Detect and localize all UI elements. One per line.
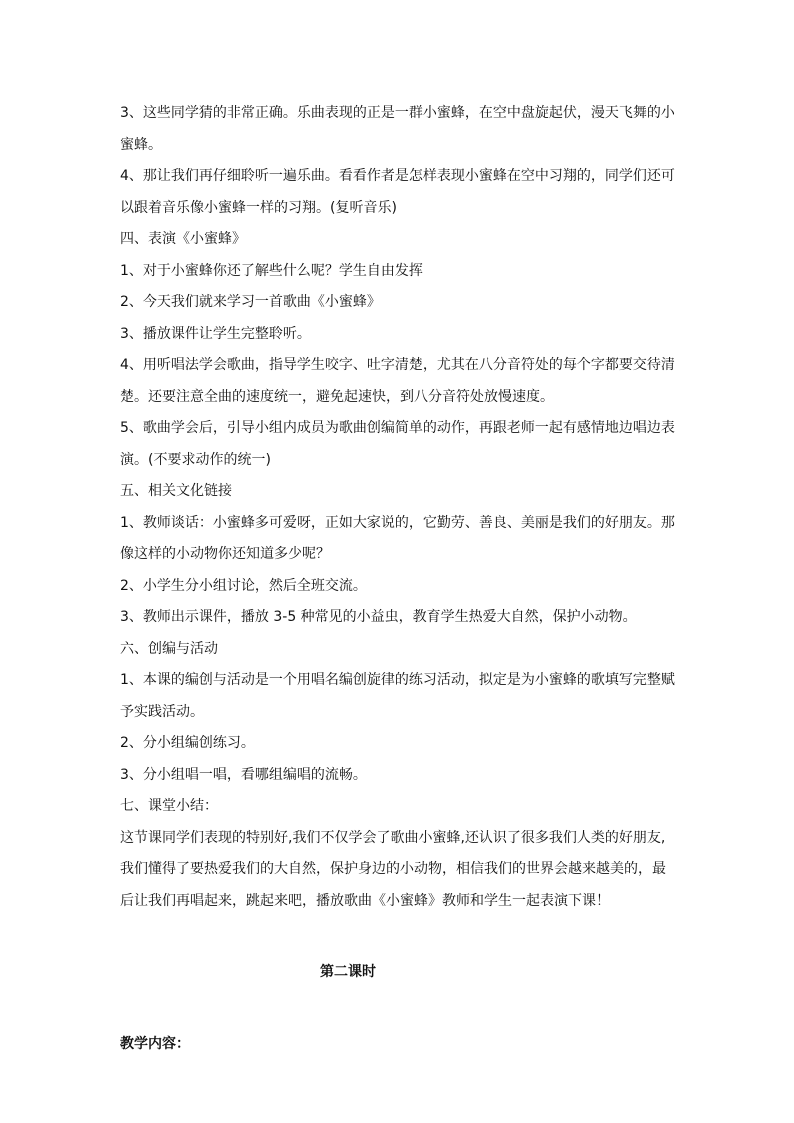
paragraph-1: 3、这些同学猜的非常正确。乐曲表现的正是一群小蜜蜂，在空中盘旋起伏，漫天飞舞的小蜜蜂。	[120, 105, 675, 153]
paragraph-summary: 这节课同学们表现的特别好,我们不仅学会了歌曲小蜜蜂,还认识了很多我们人类的好朋友,我们懂得了要热爱我们的大自然，保护身边的小动物，相信我们的世界会越来越美的，最后让我们再唱起来，跳起来吧，播放歌曲《小蜜蜂》教师和学生一起表演下课！	[120, 829, 666, 909]
paragraph-8: 1、教师谈话：小蜜蜂多可爱呀，正如大家说的，它勤劳、善良、美丽是我们的好朋友。那像这样的小动物你还知道多少呢？	[120, 514, 675, 562]
paragraph-3: 1、对于小蜜蜂你还了解些什么呢？学生自由发挥	[120, 262, 423, 279]
paragraph-13: 3、分小组唱一唱，看哪组编唱的流畅。	[120, 766, 367, 783]
paragraph-10: 3、教师出示课件，播放 3-5 种常见的小益虫，教育学生热爱大自然，保护小动物。	[120, 609, 637, 625]
paragraph-7: 5、歌曲学会后，引导小组内成员为歌曲创编简单的动作，再跟老师一起有感情地边唱边表演。(不要求动作的统一)	[120, 420, 675, 468]
spacer	[120, 989, 676, 1029]
content-heading: 教学内容：	[120, 1035, 190, 1052]
paragraph-11: 1、本课的编创与活动是一个用唱名编创旋律的练习活动，拟定是为小蜜蜂的歌填写完整赋予实践活动。	[120, 672, 675, 720]
paragraph-12: 2、分小组编创练习。	[120, 735, 255, 751]
section-title: 第二课时	[320, 964, 376, 980]
section-heading-6: 六、创编与活动	[120, 640, 218, 657]
section-heading-7: 七、课堂小结：	[120, 798, 218, 814]
spacer	[120, 917, 676, 957]
section-heading-5: 五、相关文化链接	[120, 483, 232, 499]
document-page	[120, 98, 676, 1060]
section-heading-4: 四、表演《小蜜蜂》	[120, 231, 246, 247]
paragraph-6: 4、用听唱法学会歌曲，指导学生咬字、吐字清楚，尤其在八分音符处的每个字都要交待清楚。还要注意全曲的速度统一，避免起速快，到八分音符处放慢速度。	[120, 357, 675, 405]
paragraph-9: 2、小学生分小组讨论，然后全班交流。	[120, 577, 367, 594]
paragraph-5: 3、播放课件让学生完整聆听。	[120, 325, 311, 342]
paragraph-4: 2、今天我们就来学习一首歌曲《小蜜蜂》	[120, 294, 381, 310]
paragraph-2: 4、那让我们再仔细聆听一遍乐曲。看看作者是怎样表现小蜜蜂在空中习翔的，同学们还可以跟着音乐像小蜜蜂一样的习翔。(复听音乐)	[120, 168, 675, 216]
